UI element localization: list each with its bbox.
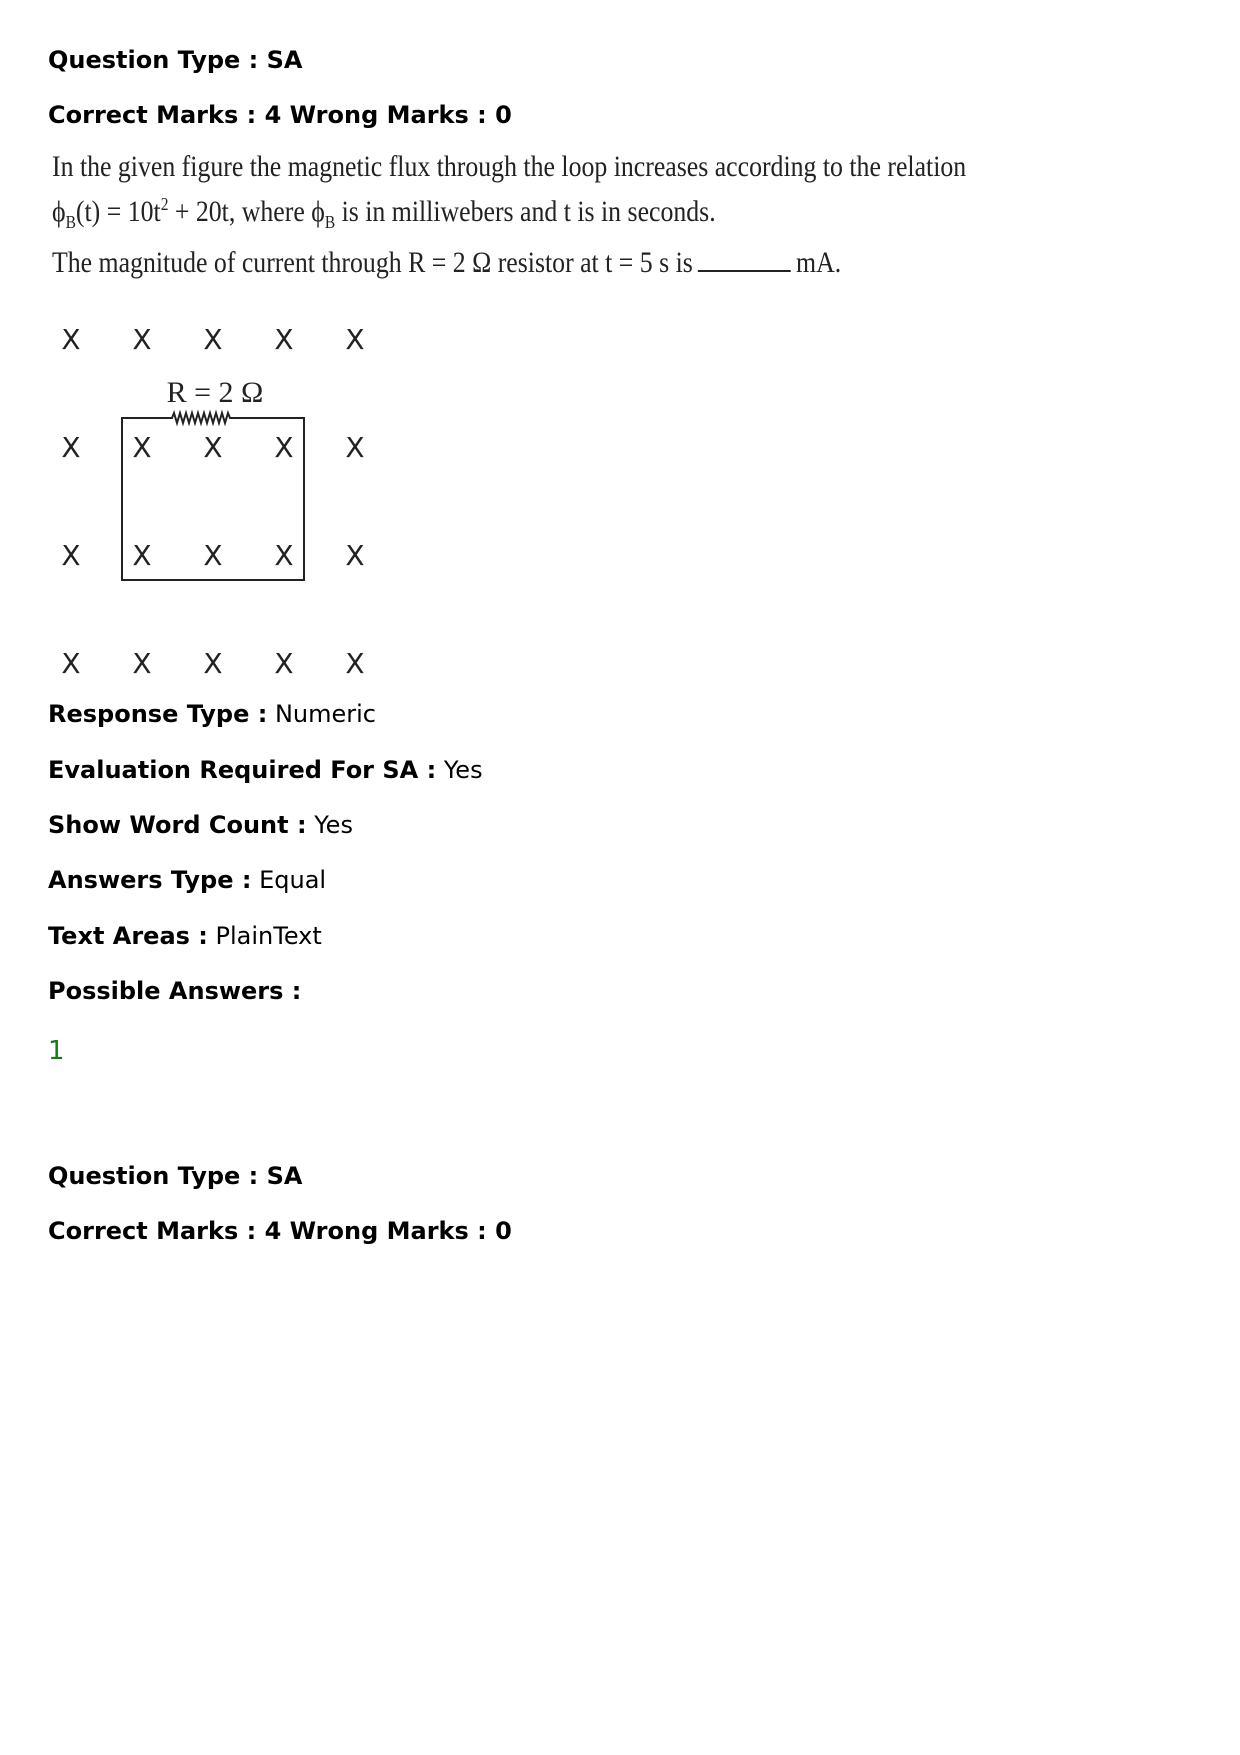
field-cross: X [345, 539, 365, 572]
field-cross: X [203, 539, 223, 572]
field-cross: X [132, 647, 152, 680]
field-cross: X [61, 647, 81, 680]
field-cross: X [61, 539, 81, 572]
show-word-count-line: Show Word Count : Yes [48, 811, 353, 839]
resistor-label: R = 2 Ω [166, 376, 264, 409]
field-cross: X [274, 431, 294, 464]
marks-line: Correct Marks : 4 Wrong Marks : 0 [48, 101, 512, 129]
field-cross: X [132, 539, 152, 572]
question-line-2: $\phi_B(t) = 10t^2 + 20t$, where $\phi_B$ is in milliwebers and t is in seconds. [52, 194, 716, 232]
field-cross: X [274, 539, 294, 572]
answers-type-line: Answers Type : Equal [48, 866, 327, 894]
marks-line-2: Correct Marks : 4 Wrong Marks : 0 [48, 1217, 512, 1245]
field-cross: X [345, 431, 365, 464]
text-areas-line: Text Areas : PlainText [48, 922, 322, 950]
possible-answer-value: 1 [48, 1036, 65, 1066]
possible-answers-label: Possible Answers : [48, 977, 302, 1005]
field-cross: X [61, 323, 81, 356]
field-cross: X [203, 431, 223, 464]
field-cross: X [203, 323, 223, 356]
question-line-3: The magnitude of current through R = 2 Ω resistor at t = 5 s is mA. [52, 246, 842, 279]
field-cross: X [345, 323, 365, 356]
question-type-line-2: Question Type : SA [48, 1162, 303, 1190]
field-cross: X [345, 647, 365, 680]
response-type-line: Response Type : Numeric [48, 700, 376, 728]
field-cross: X [132, 323, 152, 356]
answer-blank [698, 270, 791, 272]
question-line-1: In the given figure the magnetic flux through the loop increases according to the relation [52, 150, 967, 183]
field-cross: X [274, 323, 294, 356]
field-cross: X [132, 431, 152, 464]
question-type-line [48, 46, 302, 74]
evaluation-required-line: Evaluation Required For SA : Yes [48, 756, 483, 784]
question-type-value: SA [266, 46, 303, 74]
magnetic-field-figure [50, 318, 390, 688]
field-cross: X [274, 647, 294, 680]
field-cross: X [203, 647, 223, 680]
question-type-label: Question Type : [48, 46, 259, 74]
field-cross: X [61, 431, 81, 464]
